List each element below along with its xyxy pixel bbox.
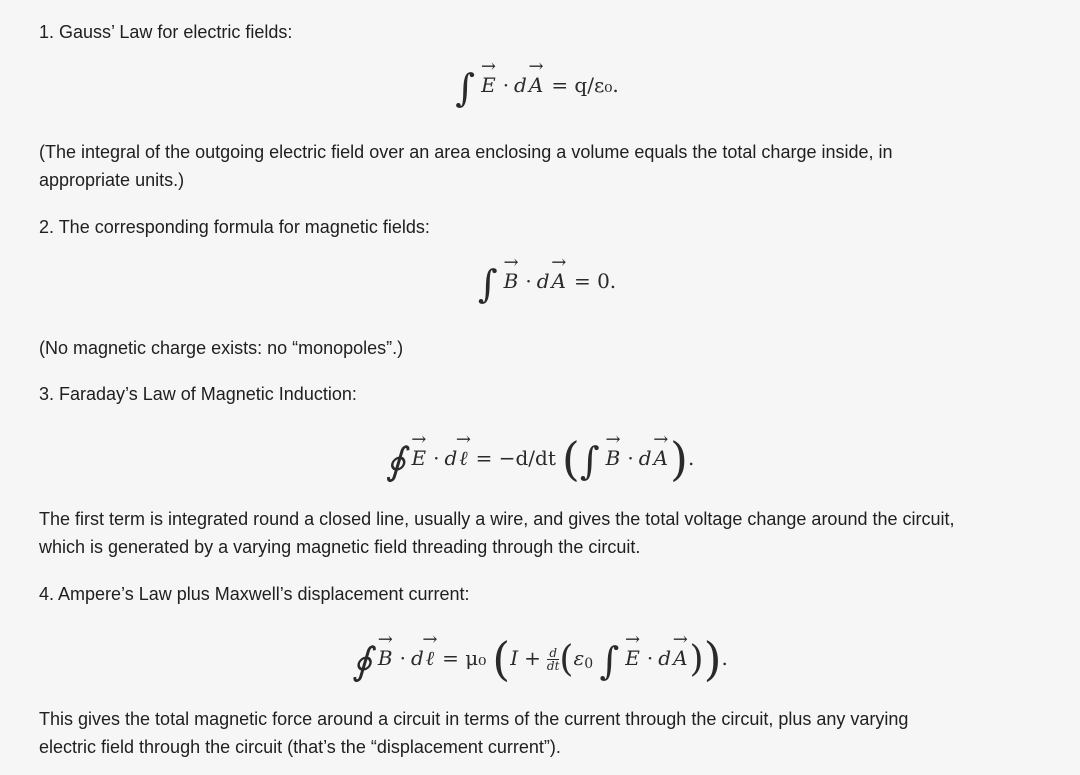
vector-area: → A (550, 269, 568, 293)
equation-rhs: = 0. (573, 269, 617, 293)
closed-line-integral-sign: ∮ (352, 639, 372, 683)
section-2-note: (No magnetic charge exists: no “monopoles”.) (39, 338, 404, 358)
time-derivative-fraction: $\frac{d}{dt}$ (546, 646, 560, 673)
closed-line-integral-sign: ∮ (385, 439, 406, 483)
section-1-heading: 1. Gauss’ Law for electric fields: (39, 22, 293, 42)
ampere-maxwell-equation: ∮→ B · d→ ℓ = μ₀ (I + $\frac{d}{dt}$ (ε0 ∫→ E · d→ A)). (0, 632, 1080, 686)
section-3-note: The first term is integrated round a closed line, usually a wire, and gives the total voltage change around the circuit, which is generated by a varying magnetic field threading through the circuit. (39, 509, 955, 557)
section-2-heading: 2. The corresponding formula for magnetic fields: (39, 217, 430, 237)
vector-field: → B (376, 646, 395, 670)
gauss-law-equation: ∫→ E · d→ A = q/ε₀. (0, 66, 1080, 110)
integral-sign: ∫ (477, 262, 498, 306)
section-4-note: This gives the total magnetic force around a circuit in terms of the current through the circuit, plus any varying electric field through the circuit (that’s the “displacement current”). (39, 709, 909, 757)
vector-field: → E (410, 446, 429, 470)
equation-rhs: = −d/dt (475, 446, 556, 470)
vector-field: → E (479, 73, 498, 97)
vector-area: → A (671, 646, 689, 670)
vector-field-2: → E (623, 646, 642, 670)
section-1-note: (The integral of the outgoing electric field over an area enclosing a volume equals the total charge inside, in appropriate units.) (39, 142, 893, 190)
magnetic-gauss-equation: ∫→ B · d→ A = 0. (0, 262, 1080, 306)
equation-rhs: = q/ε₀. (551, 73, 619, 97)
vector-area: → A (652, 446, 670, 470)
section-4-heading: 4. Ampere’s Law plus Maxwell’s displacement current: (39, 584, 470, 604)
integral-sign: ∫ (455, 66, 476, 110)
equation-rhs: = μ₀ (442, 646, 487, 670)
vector-line-element: → ℓ (424, 646, 436, 671)
vector-area: → A (527, 73, 545, 97)
faraday-law-equation: ∮→ E · d→ ℓ = −d/dt (∫→ B · d→ A). (0, 432, 1080, 486)
section-3-heading: 3. Faraday’s Law of Magnetic Induction: (39, 384, 357, 404)
integral-sign: ∫ (579, 439, 600, 483)
vector-field-2: → B (604, 446, 623, 470)
vector-line-element: → ℓ (457, 446, 469, 471)
integral-sign: ∫ (599, 639, 620, 683)
vector-field: → B (502, 269, 521, 293)
